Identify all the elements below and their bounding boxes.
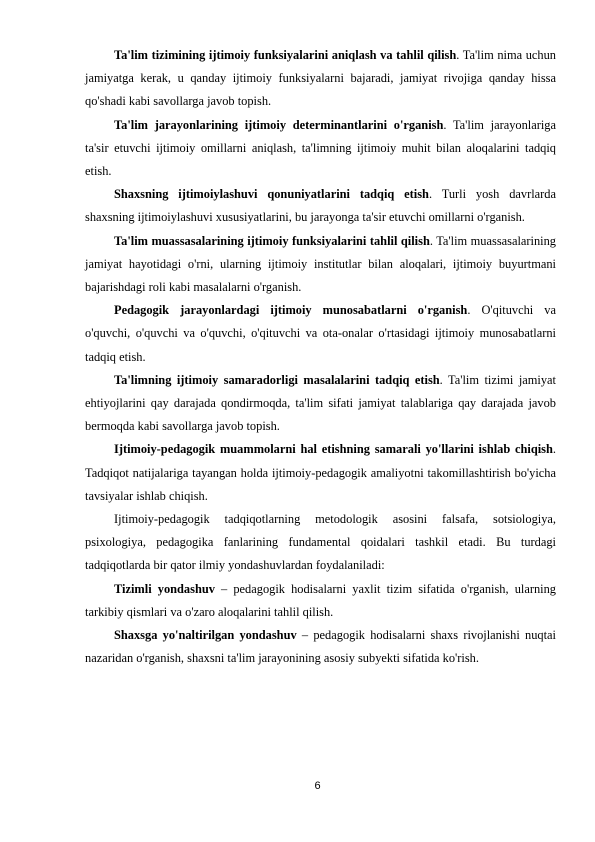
paragraph-heading: Pedagogik jarayonlardagi ijtimoiy munosabatlarni o'rganish	[114, 303, 468, 318]
paragraph-8	[85, 508, 556, 578]
paragraph-9	[85, 578, 556, 624]
page-number: 6	[314, 780, 321, 792]
paragraph-heading: Ta'limning ijtimoiy samaradorligi masalalarini tadqiq etish	[114, 372, 440, 387]
paragraph-body: Ijtimoiy-pedagogik tadqiqotlarning metodologik asosini falsafa, sotsiologiya, psixologiya, pedagogika fanlarining fundamental qoidalari tashkil etadi. Bu turdagi tadqiqotlarda bir qator ilmiy yondashuvlardan foydalaniladi:	[85, 512, 556, 573]
paragraph-heading: Ta'lim jarayonlarining ijtimoiy determinantlarini o'rganish	[114, 117, 444, 132]
paragraph-6	[85, 369, 556, 439]
paragraph-body: . Ta'lim jarayonlariga ta'sir etuvchi ijtimoiy omillarni aniqlash, ta'limning ijtimoiy muhit bilan aloqalarini tadqiq etish.	[85, 117, 556, 179]
paragraph-body: . O'qituvchi va o'quvchi, o'quvchi va o'quvchi, o'qituvchi va ota-onalar o'rtasidagi ijtimoiy munosabatlarni tadqiq etish.	[85, 303, 556, 364]
paragraph-4	[85, 230, 556, 300]
paragraph-body: . Tadqiqot natijalariga tayangan holda ijtimoiy-pedagogik amaliyotni takomillashtirish bo'yicha tavsiyalar ishlab chiqish.	[85, 442, 556, 503]
paragraph-heading: Ijtimoiy-pedagogik muammolarni hal etishning samarali yo'llarini ishlab chiqish	[114, 442, 553, 457]
paragraph-body: – pedagogik hodisalarni yaxlit tizim sifatida o'rganish, ularning tarkibiy qismlari va o'zaro aloqalarini tahlil qilish.	[85, 581, 556, 619]
document-page	[85, 44, 556, 670]
paragraph-10	[85, 624, 556, 670]
paragraph-body: . Turli yosh davrlarda shaxsning ijtimoiylashuvi xususiyatlarini, bu jarayonga ta'sir etuvchi omillarni o'rganish.	[85, 187, 556, 225]
paragraph-7	[85, 438, 556, 508]
paragraph-2	[85, 114, 556, 184]
paragraph-heading: Shaxsning ijtimoiylashuvi qonuniyatlarini tadqiq etish	[114, 187, 429, 202]
paragraph-3	[85, 183, 556, 229]
paragraph-heading: Shaxsga yo'naltirilgan yondashuv	[114, 628, 297, 643]
paragraph-5	[85, 299, 556, 369]
paragraph-heading: Tizimli yondashuv	[114, 581, 215, 596]
paragraph-body: . Ta'lim muassasalarining jamiyat hayotidagi o'rni, ularning ijtimoiy institutlar bilan aloqalari, ijtimoiy buyurtmani bajarishdagi roli kabi masalalarni o'rganish.	[85, 233, 556, 295]
paragraph-body: – pedagogik hodisalarni shaxs rivojlanishi nuqtai nazaridan o'rganish, shaxsni ta'lim jarayonining asosiy subyekti sifatida ko'rish.	[85, 628, 556, 666]
paragraph-heading: Ta'lim muassasalarining ijtimoiy funksiyalarini tahlil qilish	[114, 233, 430, 248]
paragraph-body: . Ta'lim tizimi jamiyat ehtiyojlarini qay darajada qondirmoqda, ta'lim sifati jamiyat talablariga qay darajada javob bermoqda kabi savollarga javob topish.	[85, 372, 556, 434]
paragraph-1	[85, 44, 556, 114]
paragraph-heading: Ta'lim tizimining ijtimoiy funksiyalarini aniqlash va tahlil qilish	[114, 48, 457, 62]
paragraph-body: . Ta'lim nima uchun jamiyatga kerak, u qanday ijtimoiy funksiyalarni bajaradi, jamiyat rivojiga qanday hissa qo'shadi kabi savollarga javob topish.	[85, 48, 556, 109]
